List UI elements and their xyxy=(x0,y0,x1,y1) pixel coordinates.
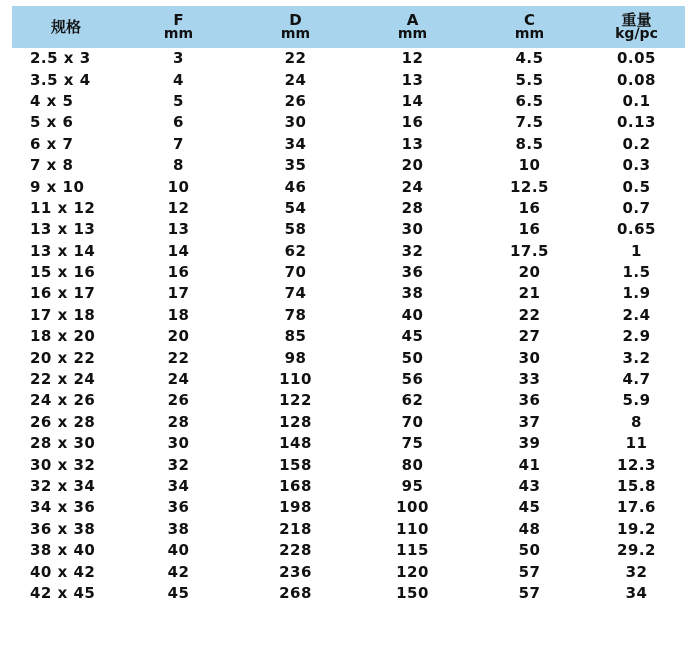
table-row xyxy=(12,390,685,411)
f-cell: 13 xyxy=(167,220,190,239)
table-row xyxy=(12,48,685,69)
f-cell: 12 xyxy=(167,198,190,217)
table-header xyxy=(12,6,685,48)
weight-cell: 5.9 xyxy=(622,391,651,410)
f-cell: 5 xyxy=(173,91,184,110)
weight-cell: 3.2 xyxy=(622,348,651,367)
weight-cell: 1 xyxy=(631,241,642,260)
table-row xyxy=(12,262,685,283)
d-cell: 158 xyxy=(279,455,312,474)
size-cell: 24 x 26 xyxy=(30,391,96,410)
header-weight: 重量 kg/pc xyxy=(615,11,658,42)
c-cell: 37 xyxy=(518,412,541,431)
weight-cell: 0.05 xyxy=(616,49,656,68)
c-cell: 16 xyxy=(518,198,541,217)
table-row xyxy=(12,91,685,112)
size-cell: 20 x 22 xyxy=(30,348,96,367)
a-cell: 115 xyxy=(396,541,429,560)
c-cell: 41 xyxy=(518,455,541,474)
c-cell: 6.5 xyxy=(515,91,544,110)
f-cell: 26 xyxy=(167,391,190,410)
weight-cell: 0.1 xyxy=(622,91,651,110)
weight-cell: 0.3 xyxy=(622,156,651,175)
f-cell: 34 xyxy=(167,477,190,495)
d-cell: 78 xyxy=(284,305,307,324)
table-row xyxy=(12,241,685,262)
table-row xyxy=(12,305,685,326)
f-cell: 20 xyxy=(167,327,190,346)
size-cell: 32 x 34 xyxy=(30,477,96,495)
weight-cell: 11 xyxy=(625,434,648,453)
f-cell: 6 xyxy=(173,113,184,132)
c-cell: 48 xyxy=(518,519,541,538)
a-cell: 30 xyxy=(401,220,424,239)
f-cell: 4 xyxy=(173,70,184,89)
f-cell: 18 xyxy=(167,305,190,324)
a-cell: 100 xyxy=(396,498,429,517)
d-cell: 168 xyxy=(279,477,312,495)
c-cell: 57 xyxy=(518,583,541,602)
c-cell: 4.5 xyxy=(515,49,544,68)
table-row xyxy=(12,198,685,219)
d-cell: 70 xyxy=(284,263,307,282)
header-d: D mm xyxy=(280,11,311,42)
table-row xyxy=(12,283,685,304)
a-cell: 24 xyxy=(401,177,424,196)
table-row xyxy=(12,476,685,497)
c-cell: 36 xyxy=(518,391,541,410)
weight-cell: 0.5 xyxy=(622,177,651,196)
f-cell: 36 xyxy=(167,498,190,517)
f-cell: 24 xyxy=(167,370,190,389)
size-cell: 13 x 13 xyxy=(30,220,96,239)
c-cell: 12.5 xyxy=(509,177,549,196)
d-cell: 228 xyxy=(279,541,312,560)
c-cell: 10 xyxy=(518,156,541,175)
c-cell: 8.5 xyxy=(515,134,544,153)
header-a: A mm xyxy=(397,11,428,42)
header-row xyxy=(12,6,685,48)
c-cell: 33 xyxy=(518,370,541,389)
d-cell: 122 xyxy=(279,391,312,410)
size-cell: 4 x 5 xyxy=(30,91,74,110)
d-cell: 198 xyxy=(279,498,312,517)
c-cell: 27 xyxy=(518,327,541,346)
table-row xyxy=(12,583,685,604)
d-cell: 46 xyxy=(284,177,307,196)
a-cell: 38 xyxy=(401,284,424,303)
weight-cell: 15.8 xyxy=(616,477,656,495)
table-row xyxy=(12,326,685,347)
a-cell: 80 xyxy=(401,455,424,474)
size-cell: 16 x 17 xyxy=(30,284,96,303)
c-cell: 17.5 xyxy=(509,241,549,260)
d-cell: 35 xyxy=(284,156,307,175)
d-cell: 34 xyxy=(284,134,307,153)
c-cell: 5.5 xyxy=(515,70,544,89)
a-cell: 14 xyxy=(401,91,424,110)
d-cell: 62 xyxy=(284,241,307,260)
header-f: F mm xyxy=(163,11,194,42)
weight-cell: 17.6 xyxy=(616,498,656,517)
size-cell: 34 x 36 xyxy=(30,498,96,517)
table-row xyxy=(12,176,685,197)
size-cell: 15 x 16 xyxy=(30,263,96,282)
d-cell: 218 xyxy=(279,519,312,538)
size-cell: 7 x 8 xyxy=(30,156,74,175)
size-cell: 28 x 30 xyxy=(30,434,96,453)
d-cell: 110 xyxy=(279,370,312,389)
weight-cell: 4.7 xyxy=(622,370,651,389)
header-c: C mm xyxy=(514,11,545,42)
f-cell: 30 xyxy=(167,434,190,453)
weight-cell: 32 xyxy=(625,562,648,581)
c-cell: 43 xyxy=(518,477,541,495)
d-cell: 74 xyxy=(284,284,307,303)
table-row xyxy=(12,519,685,540)
d-cell: 26 xyxy=(284,91,307,110)
a-cell: 45 xyxy=(401,327,424,346)
size-cell: 40 x 42 xyxy=(30,562,96,581)
a-cell: 12 xyxy=(401,49,424,68)
a-cell: 32 xyxy=(401,241,424,260)
f-cell: 14 xyxy=(167,241,190,260)
a-cell: 28 xyxy=(401,198,424,217)
a-cell: 120 xyxy=(396,562,429,581)
a-cell: 40 xyxy=(401,305,424,324)
table-row xyxy=(12,454,685,475)
header-size: 规格 xyxy=(50,18,81,36)
f-cell: 40 xyxy=(167,541,190,560)
c-cell: 20 xyxy=(518,263,541,282)
table-row xyxy=(12,347,685,368)
size-cell: 30 x 32 xyxy=(30,455,96,474)
c-cell: 22 xyxy=(518,305,541,324)
f-cell: 10 xyxy=(167,177,190,196)
size-cell: 11 x 12 xyxy=(30,198,96,217)
table-row xyxy=(12,497,685,518)
d-cell: 148 xyxy=(279,434,312,453)
f-cell: 32 xyxy=(167,455,190,474)
size-cell: 17 x 18 xyxy=(30,305,96,324)
size-cell: 5 x 6 xyxy=(30,113,74,132)
f-cell: 28 xyxy=(167,412,190,431)
weight-cell: 0.13 xyxy=(616,113,656,132)
size-cell: 2.5 x 3 xyxy=(30,49,91,68)
f-cell: 38 xyxy=(167,519,190,538)
table-row xyxy=(12,219,685,240)
weight-cell: 0.65 xyxy=(616,220,656,239)
table-row xyxy=(12,433,685,454)
size-cell: 9 x 10 xyxy=(30,177,85,196)
table-row xyxy=(12,561,685,582)
size-cell: 22 x 24 xyxy=(30,370,96,389)
weight-cell: 0.08 xyxy=(616,70,656,89)
c-cell: 16 xyxy=(518,220,541,239)
a-cell: 36 xyxy=(401,263,424,282)
d-cell: 58 xyxy=(284,220,307,239)
weight-cell: 1.9 xyxy=(622,284,651,303)
a-cell: 62 xyxy=(401,391,424,410)
spec-table xyxy=(12,6,685,604)
table-row xyxy=(12,155,685,176)
c-cell: 39 xyxy=(518,434,541,453)
weight-cell: 8 xyxy=(631,412,642,431)
a-cell: 16 xyxy=(401,113,424,132)
size-cell: 18 x 20 xyxy=(30,327,96,346)
d-cell: 22 xyxy=(284,49,307,68)
d-cell: 236 xyxy=(279,562,312,581)
f-cell: 8 xyxy=(173,156,184,175)
table-row xyxy=(12,112,685,133)
d-cell: 54 xyxy=(284,198,307,217)
f-cell: 7 xyxy=(173,134,184,153)
c-cell: 21 xyxy=(518,284,541,303)
a-cell: 75 xyxy=(401,434,424,453)
size-cell: 3.5 x 4 xyxy=(30,70,91,89)
weight-cell: 12.3 xyxy=(616,455,656,474)
weight-cell: 2.4 xyxy=(622,305,651,324)
size-cell: 36 x 38 xyxy=(30,519,96,538)
a-cell: 50 xyxy=(401,348,424,367)
d-cell: 85 xyxy=(284,327,307,346)
size-cell: 38 x 40 xyxy=(30,541,96,560)
d-cell: 128 xyxy=(279,412,312,431)
f-cell: 3 xyxy=(173,49,184,68)
a-cell: 20 xyxy=(401,156,424,175)
c-cell: 50 xyxy=(518,541,541,560)
f-cell: 17 xyxy=(167,284,190,303)
a-cell: 13 xyxy=(401,70,424,89)
table-body xyxy=(12,48,685,604)
table-row xyxy=(12,134,685,155)
weight-cell: 2.9 xyxy=(622,327,651,346)
weight-cell: 29.2 xyxy=(616,541,656,560)
size-cell: 13 x 14 xyxy=(30,241,96,260)
f-cell: 42 xyxy=(167,562,190,581)
size-cell: 26 x 28 xyxy=(30,412,96,431)
c-cell: 30 xyxy=(518,348,541,367)
c-cell: 45 xyxy=(518,498,541,517)
table-row xyxy=(12,540,685,561)
weight-cell: 0.7 xyxy=(622,198,651,217)
d-cell: 268 xyxy=(279,583,312,602)
f-cell: 45 xyxy=(167,583,190,602)
c-cell: 57 xyxy=(518,562,541,581)
a-cell: 110 xyxy=(396,519,429,538)
f-cell: 22 xyxy=(167,348,190,367)
c-cell: 7.5 xyxy=(515,113,544,132)
f-cell: 16 xyxy=(167,263,190,282)
a-cell: 150 xyxy=(396,583,429,602)
table-row xyxy=(12,69,685,90)
d-cell: 30 xyxy=(284,113,307,132)
size-cell: 42 x 45 xyxy=(30,583,96,602)
a-cell: 56 xyxy=(401,370,424,389)
size-cell: 6 x 7 xyxy=(30,134,74,153)
a-cell: 95 xyxy=(401,477,424,495)
table-row xyxy=(12,412,685,433)
d-cell: 98 xyxy=(284,348,307,367)
weight-cell: 34 xyxy=(625,583,648,602)
d-cell: 24 xyxy=(284,70,307,89)
table-row xyxy=(12,369,685,390)
weight-cell: 19.2 xyxy=(616,519,656,538)
a-cell: 13 xyxy=(401,134,424,153)
a-cell: 70 xyxy=(401,412,424,431)
weight-cell: 1.5 xyxy=(622,263,651,282)
weight-cell: 0.2 xyxy=(622,134,651,153)
